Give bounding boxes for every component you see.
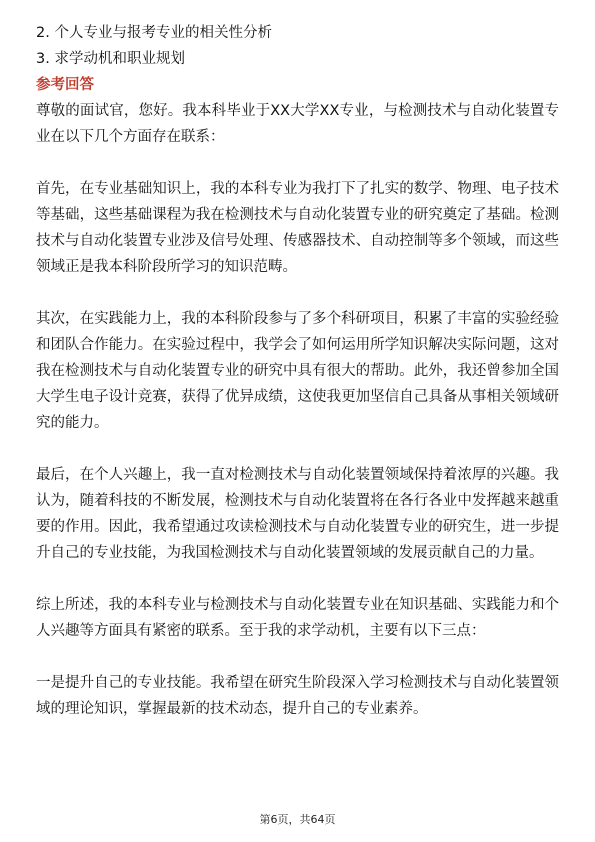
answer-heading: 参考回答	[36, 77, 94, 93]
paragraph-gap	[36, 436, 559, 462]
page-content	[36, 20, 559, 722]
paragraph-gap	[36, 150, 559, 176]
paragraph-gap	[36, 280, 559, 306]
paragraph-motivation-1: 一是提升自己的专业技能。我希望在研究生阶段深入学习检测技术与自动化装置领域的理论知识，掌握最新的技术动态，提升自己的专业素养。	[36, 675, 559, 717]
paragraph-second: 其次，在实践能力上，我的本科阶段参与了多个科研项目，积累了丰富的实验经验和团队合作能力。在实验过程中，我学会了如何运用所学知识解决实际问题，这对我在检测技术与自动化装置专业的研究中具有很大的帮助。此外，我还曾参加全国大学生电子设计竞赛，获得了优异成绩，这使我更加坚信自己具备从事相关领域研究的能力。	[36, 311, 559, 431]
paragraph-gap	[36, 644, 559, 670]
paragraph-intro: 尊敬的面试官，您好。我本科毕业于XX大学XX专业，与检测技术与自动化装置专业在以下几个方面存在联系：	[36, 103, 559, 145]
page-footer: 第6页，共64页	[259, 813, 336, 826]
paragraph-first: 首先，在专业基础知识上，我的本科专业为我打下了扎实的数学、物理、电子技术等基础，这些基础课程为我在检测技术与自动化装置专业的研究奠定了基础。检测技术与自动化装置专业涉及信号处理、传感器技术、自动控制等多个领域，而这些领域正是我本科阶段所学习的知识范畴。	[36, 181, 559, 275]
paragraph-last: 最后，在个人兴趣上，我一直对检测技术与自动化装置领域保持着浓厚的兴趣。我认为，随着科技的不断发展，检测技术与自动化装置将在各行各业中发挥越来越重要的作用。因此，我希望通过攻读检测技术与自动化装置专业的研究生，进一步提升自己的专业技能，为我国检测技术与自动化装置领域的发展贡献自己的力量。	[36, 467, 559, 561]
paragraph-gap	[36, 566, 559, 592]
paragraph-summary: 综上所述，我的本科专业与检测技术与自动化装置专业在知识基础、实践能力和个人兴趣等方面具有紧密的联系。至于我的求学动机，主要有以下三点：	[36, 597, 559, 639]
question-item-3: 3. 求学动机和职业规划	[36, 51, 185, 67]
question-item-2: 2. 个人专业与报考专业的相关性分析	[36, 25, 272, 41]
